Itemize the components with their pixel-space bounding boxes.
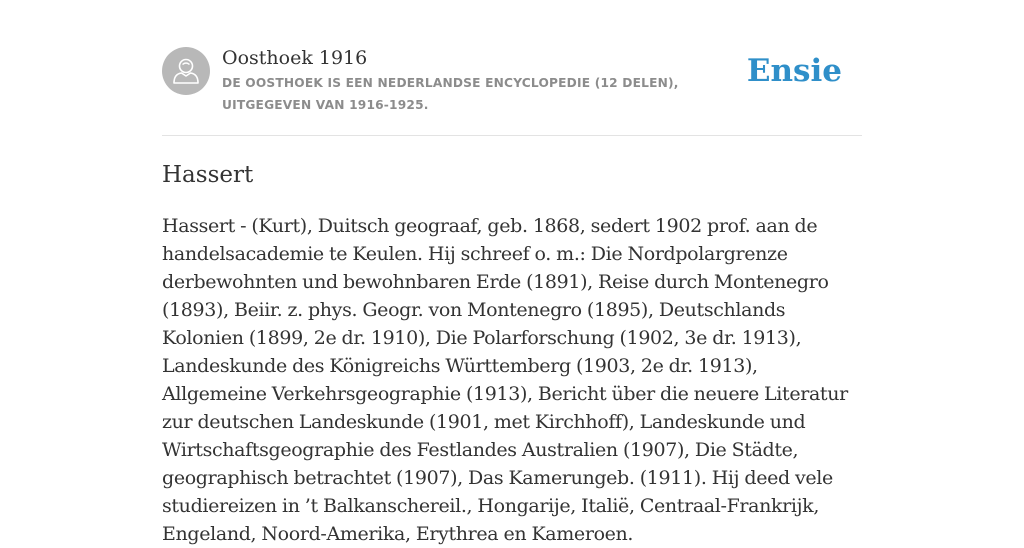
entry-body: Hassert - (Kurt), Duitsch geograaf, geb. 1868, sedert 1902 prof. aan de handelsacademie te Keulen. Hij schreef o. m.: Die Nordpolargrenze derbewohnten und bewohnbaren Erde (1891), Reise durch Montenegro (1893), Beiir. z. phys. Geogr. von Montenegro (1895), Deutschlands Kolonien (1899, 2e dr. 1910), Die Polarforschung (1902, 3e dr. 1913), Landeskunde des Königreichs Württemberg (1903, 2e dr. 1913), Allgemeine Verkehrsgeographie (1913), Bericht über die neuere Literatur zur deutschen Landeskunde (1901, met Kirchhoff), Landeskunde und Wirtschaftsgeographie des Festlandes Australien (1907), Die Städte, geographisch betrachtet (1907), Das Kamerungeb. (1911). Hij deed vele studiereizen in ’t Balkanschereil., Hongarije, Italië, Centraal-Frankrijk, Engeland, Noord-Amerika, Erythrea en Kameroen. [162, 215, 848, 545]
header-divider [162, 135, 862, 136]
ensie-logo[interactable]: Ensie [746, 53, 842, 89]
source-description: DE OOSTHOEK IS EEN NEDERLANDSE ENCYCLOPEDIE (12 DELEN), UITGEGEVEN VAN 1916-1925. [222, 76, 679, 112]
source-avatar[interactable] [162, 47, 210, 95]
source-header [162, 46, 862, 118]
entry-title: Hassert [162, 162, 254, 188]
user-icon [162, 47, 210, 95]
source-title[interactable]: Oosthoek 1916 [222, 47, 368, 69]
